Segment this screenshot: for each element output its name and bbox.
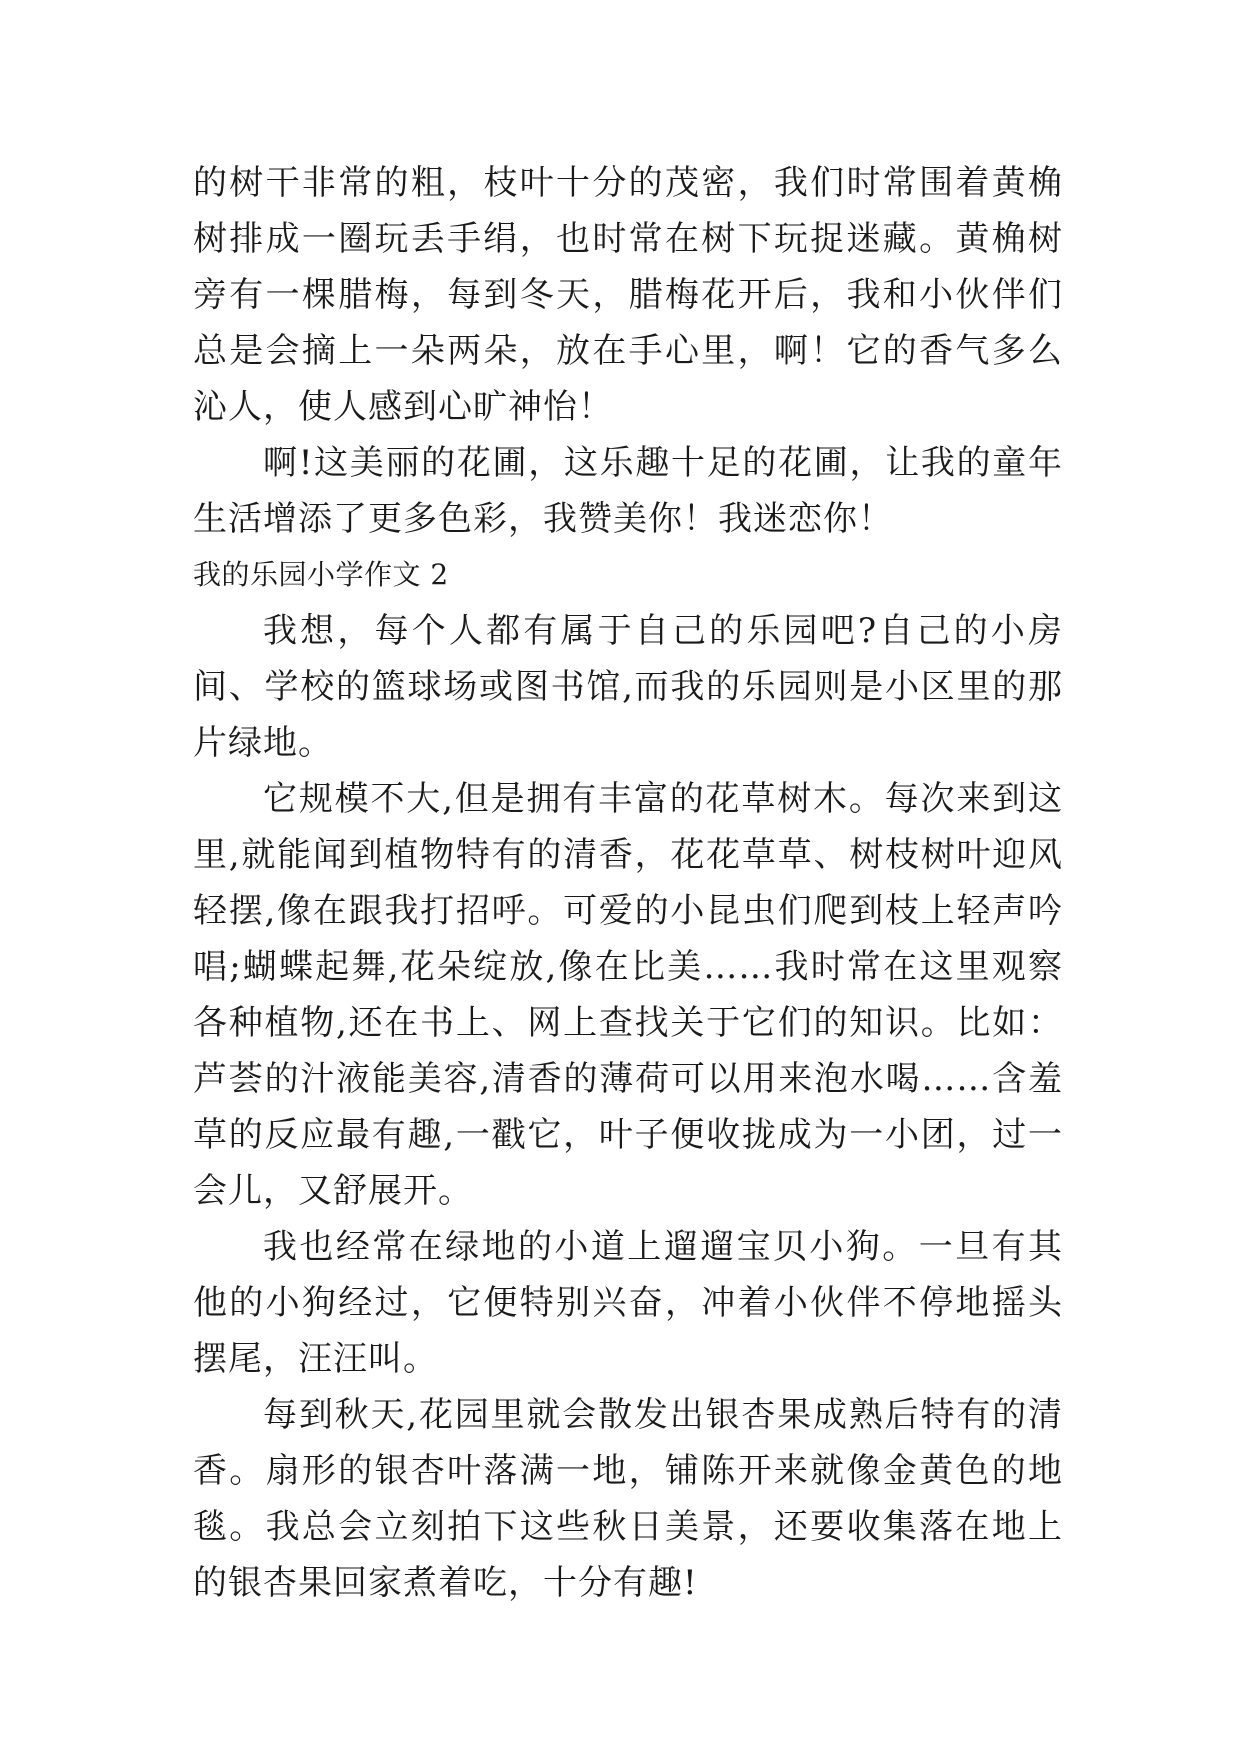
paragraph-4: 它规模不大,但是拥有丰富的花草树木。每次来到这里,就能闻到植物特有的清香，花花草草、树枝树叶迎风轻摆,像在跟我打招呼。可爱的小昆虫们爬到枝上轻声吟唱;蝴蝶起舞,花朵绽放,像在比美……我时常在这里观察各种植物,还在书上、网上查找关于它们的知识。比如：芦荟的汁液能美容,清香的薄荷可以用来泡水喝……含羞草的反应最有趣,一戳它，叶子便收拢成为一小团，过一会儿，又舒展开。 — [193, 779, 1063, 1211]
paragraph-5: 我也经常在绿地的小道上遛遛宝贝小狗。一旦有其他的小狗经过，它便特别兴奋，冲着小伙伴不停地摇头摆尾，汪汪叫。 — [193, 1227, 1063, 1379]
paragraph-3: 我想，每个人都有属于自己的乐园吧?自己的小房间、学校的篮球场或图书馆,而我的乐园则是小区里的那片绿地。 — [193, 611, 1063, 763]
paragraph-6: 每到秋天,花园里就会散发出银杏果成熟后特有的清香。扇形的银杏叶落满一地，铺陈开来就像金黄色的地毯。我总会立刻拍下这些秋日美景，还要收集落在地上的银杏果回家煮着吃，十分有趣! — [193, 1395, 1063, 1603]
paragraph-2: 啊!这美丽的花圃，这乐趣十足的花圃，让我的童年生活增添了更多色彩，我赞美你！我迷恋你！ — [193, 443, 1063, 539]
essay-heading: 我的乐园小学作文 2 — [193, 558, 449, 591]
paragraph-1: 的树干非常的粗，枝叶十分的茂密，我们时常围着黄桷树排成一圈玩丢手绢，也时常在树下玩捉迷藏。黄桷树旁有一棵腊梅，每到冬天，腊梅花开后，我和小伙伴们总是会摘上一朵两朵，放在手心里，啊！它的香气多么沁人，使人感到心旷神怡！ — [193, 163, 1063, 427]
document-body — [193, 155, 1063, 1611]
